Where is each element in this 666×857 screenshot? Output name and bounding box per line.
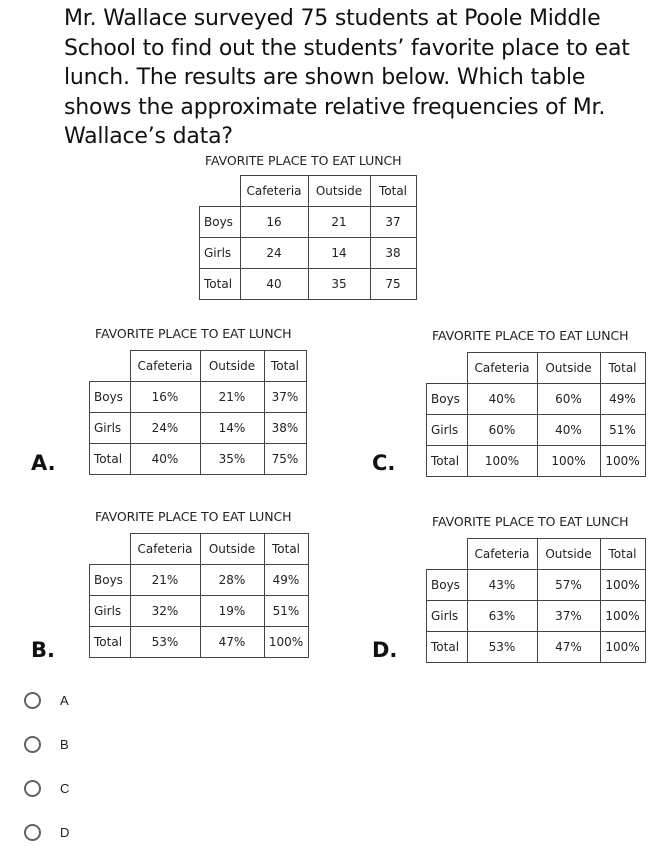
option-d-letter: D. [372, 638, 398, 662]
row-header-total: Total [90, 444, 131, 475]
row-header-girls: Girls [200, 238, 241, 269]
table-corner [90, 351, 131, 382]
table-cell: 14 [308, 238, 370, 269]
table-cell: 24 [240, 238, 308, 269]
main-table-title: FAVORITE PLACE TO EAT LUNCH [205, 153, 402, 168]
table-cell: 43% [467, 570, 537, 601]
col-header-cafeteria: Cafeteria [240, 176, 308, 207]
row-header-boys: Boys [90, 565, 131, 596]
col-header-outside: Outside [537, 539, 600, 570]
table-row [90, 565, 309, 596]
table-cell: 53% [467, 632, 537, 663]
table-cell: 47% [200, 627, 264, 658]
table-row [200, 238, 417, 269]
col-header-cafeteria: Cafeteria [130, 351, 200, 382]
row-header-girls: Girls [90, 596, 131, 627]
table-cell: 75 [370, 269, 416, 300]
table-cell: 53% [130, 627, 200, 658]
choice-a[interactable] [24, 688, 69, 712]
table-corner [200, 176, 241, 207]
row-header-total: Total [427, 446, 468, 477]
col-header-total: Total [370, 176, 416, 207]
option-b-letter: B. [31, 638, 55, 662]
radio-button-d[interactable] [24, 824, 41, 841]
col-header-total: Total [600, 353, 645, 384]
radio-button-b[interactable] [24, 736, 41, 753]
choice-d-label: D [60, 824, 70, 840]
table-row [427, 570, 646, 601]
table-cell: 35 [308, 269, 370, 300]
table-cell: 60% [537, 384, 600, 415]
table-corner [427, 539, 468, 570]
table-row [90, 627, 309, 658]
main-table [199, 175, 417, 300]
row-header-boys: Boys [200, 207, 241, 238]
col-header-total: Total [600, 539, 645, 570]
table-cell: 49% [264, 565, 308, 596]
table-cell: 75% [264, 444, 306, 475]
table-cell: 24% [130, 413, 200, 444]
table-cell: 57% [537, 570, 600, 601]
radio-button-a[interactable] [24, 692, 41, 709]
table-row [90, 444, 307, 475]
table-cell: 100% [467, 446, 537, 477]
table-cell: 21% [130, 565, 200, 596]
option-c-letter: C. [372, 451, 396, 475]
table-cell: 38 [370, 238, 416, 269]
table-row [90, 596, 309, 627]
choice-a-label: A [60, 692, 69, 708]
choice-b-label: B [60, 736, 69, 752]
table-row [427, 446, 646, 477]
table-cell: 21% [200, 382, 264, 413]
table-row [427, 632, 646, 663]
col-header-cafeteria: Cafeteria [467, 539, 537, 570]
table-cell: 100% [264, 627, 308, 658]
table-cell: 47% [537, 632, 600, 663]
table-cell: 40% [537, 415, 600, 446]
table-cell: 40% [130, 444, 200, 475]
choice-d[interactable] [24, 820, 69, 844]
option-c-table-title: FAVORITE PLACE TO EAT LUNCH [432, 328, 629, 343]
table-cell: 32% [130, 596, 200, 627]
table-cell: 100% [600, 570, 645, 601]
option-c-table [426, 352, 646, 477]
choice-c[interactable] [24, 776, 69, 800]
table-cell: 40% [467, 384, 537, 415]
table-cell: 100% [537, 446, 600, 477]
choice-b[interactable] [24, 732, 69, 756]
table-row [90, 413, 307, 444]
col-header-outside: Outside [537, 353, 600, 384]
table-cell: 40 [240, 269, 308, 300]
table-cell: 21 [308, 207, 370, 238]
table-row [427, 415, 646, 446]
table-cell: 60% [467, 415, 537, 446]
table-cell: 35% [200, 444, 264, 475]
row-header-total: Total [200, 269, 241, 300]
col-header-cafeteria: Cafeteria [130, 534, 200, 565]
row-header-total: Total [90, 627, 131, 658]
col-header-outside: Outside [200, 351, 264, 382]
table-cell: 37 [370, 207, 416, 238]
row-header-boys: Boys [90, 382, 131, 413]
col-header-cafeteria: Cafeteria [467, 353, 537, 384]
row-header-boys: Boys [427, 384, 468, 415]
row-header-total: Total [427, 632, 468, 663]
table-row [427, 384, 646, 415]
option-d-table-title: FAVORITE PLACE TO EAT LUNCH [432, 514, 629, 529]
row-header-girls: Girls [90, 413, 131, 444]
table-cell: 100% [600, 632, 645, 663]
table-cell: 14% [200, 413, 264, 444]
col-header-outside: Outside [200, 534, 264, 565]
row-header-girls: Girls [427, 415, 468, 446]
table-corner [90, 534, 131, 565]
table-corner [427, 353, 468, 384]
option-b-table-title: FAVORITE PLACE TO EAT LUNCH [95, 509, 292, 524]
table-row [427, 601, 646, 632]
table-cell: 16% [130, 382, 200, 413]
option-a-table [89, 350, 307, 475]
option-b-table [89, 533, 309, 658]
table-cell: 51% [600, 415, 645, 446]
table-cell: 49% [600, 384, 645, 415]
table-row [200, 207, 417, 238]
option-a-table-title: FAVORITE PLACE TO EAT LUNCH [95, 326, 292, 341]
option-a-letter: A. [31, 451, 56, 475]
col-header-total: Total [264, 534, 308, 565]
table-row [200, 269, 417, 300]
radio-button-c[interactable] [24, 780, 41, 797]
row-header-girls: Girls [427, 601, 468, 632]
question-text: Mr. Wallace surveyed 75 students at Poole Middle School to find out the students’ favorite place to eat lunch. The results are shown below. Which table shows the approximate relative frequencies of Mr. Wallace’s data? [64, 6, 630, 149]
table-cell: 16 [240, 207, 308, 238]
col-header-total: Total [264, 351, 306, 382]
col-header-outside: Outside [308, 176, 370, 207]
table-cell: 37% [264, 382, 306, 413]
choice-c-label: C [60, 780, 70, 796]
table-cell: 100% [600, 601, 645, 632]
table-cell: 38% [264, 413, 306, 444]
option-d-table [426, 538, 646, 663]
table-cell: 19% [200, 596, 264, 627]
row-header-boys: Boys [427, 570, 468, 601]
table-cell: 100% [600, 446, 645, 477]
table-cell: 28% [200, 565, 264, 596]
table-cell: 51% [264, 596, 308, 627]
table-cell: 63% [467, 601, 537, 632]
table-cell: 37% [537, 601, 600, 632]
table-row [90, 382, 307, 413]
